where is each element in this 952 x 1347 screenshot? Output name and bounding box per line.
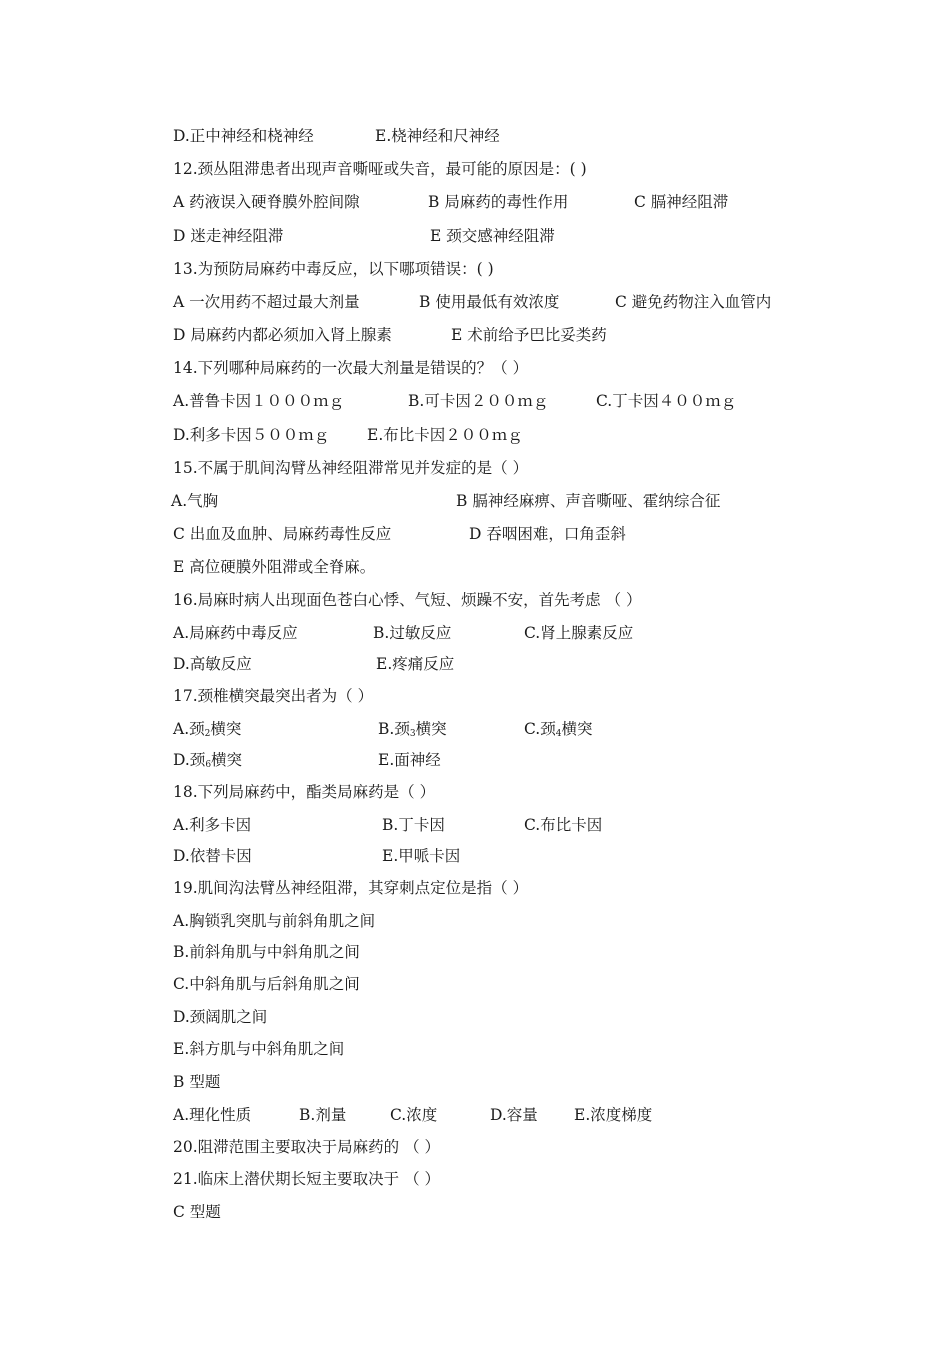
text-line-4-0: 13.为预防局麻药中毒反应，以下哪项错误：( ) (173, 260, 494, 278)
text-line-25-0: B.前斜角肌与中斜角肌之间 (173, 943, 360, 961)
text-line-6-1: E 术前给予巴比妥类药 (451, 326, 607, 344)
text-line-7-0: 14.下列哪种局麻药的一次最大剂量是错误的？（ ） (173, 359, 529, 377)
text-line-20-0: 18.下列局麻药中，酯类局麻药是（ ） (173, 783, 436, 801)
text-part: B.颈 (378, 720, 410, 738)
text-line-31-0: 20.阻滞范围主要取决于局麻药的 （ ） (173, 1138, 441, 1156)
text-line-11-0: A.气胸 (171, 492, 219, 510)
text-part: D.颈 (173, 751, 206, 769)
text-line-26-0: C.中斜角肌与后斜角肌之间 (173, 975, 360, 993)
text-line-16-0: D.高敏反应 (173, 655, 252, 673)
text-line-18-2 (524, 719, 592, 744)
text-line-6-0: D 局麻药内都必须加入肾上腺素 (173, 326, 392, 344)
text-line-15-2: C.肾上腺素反应 (524, 624, 634, 642)
text-line-12-1: D 吞咽困难，口角歪斜 (469, 525, 626, 543)
text-line-9-0: D.利多卡因５００ｍｇ (173, 426, 330, 444)
text-line-16-1: E.疼痛反应 (376, 655, 455, 673)
text-line-27-0: D.颈阔肌之间 (173, 1008, 268, 1026)
text-line-0-0: D.正中神经和桡神经 (173, 127, 314, 145)
text-line-30-3: D.容量 (490, 1106, 538, 1124)
text-line-21-0: A.利多卡因 (173, 816, 252, 834)
text-line-15-1: B.过敏反应 (373, 624, 452, 642)
text-line-15-0: A.局麻药中毒反应 (173, 624, 298, 642)
text-line-33-0: C 型题 (173, 1203, 221, 1221)
text-line-28-0: E.斜方肌与中斜角肌之间 (173, 1040, 345, 1058)
text-line-30-0: A.理化性质 (173, 1106, 252, 1124)
subscript-number: 6 (205, 760, 212, 770)
text-line-19-0 (173, 750, 242, 775)
text-line-5-0: A 一次用药不超过最大剂量 (173, 293, 360, 311)
text-line-18-0 (173, 719, 241, 744)
text-part: 横突 (210, 720, 242, 738)
text-line-0-1: E.桡神经和尺神经 (375, 127, 500, 145)
text-line-8-1: B.可卡因２００ｍｇ (408, 392, 549, 410)
text-line-2-1: B 局麻药的毒性作用 (428, 193, 569, 211)
text-part: C.颈 (524, 720, 556, 738)
text-line-8-2: C.丁卡因４００ｍｇ (596, 392, 737, 410)
text-line-13-0: E 高位硬膜外阻滞或全脊麻。 (173, 558, 376, 576)
text-line-30-1: B.剂量 (299, 1106, 347, 1124)
text-line-3-0: D 迷走神经阻滞 (173, 227, 284, 245)
text-part: 横突 (561, 720, 593, 738)
text-line-12-0: C 出血及血肿、局麻药毒性反应 (173, 525, 392, 543)
text-line-10-0: 15.不属于肌间沟臂丛神经阻滞常见并发症的是（ ） (173, 459, 529, 477)
text-line-30-4: E.浓度梯度 (574, 1106, 653, 1124)
text-line-8-0: A.普鲁卡因１０００ｍｇ (173, 392, 345, 410)
text-line-23-0: 19.肌间沟法臂丛神经阻滞，其穿刺点定位是指（ ） (173, 879, 529, 897)
text-line-17-0: 17.颈椎横突最突出者为（ ） (173, 687, 374, 705)
text-line-19-1: E.面神经 (378, 751, 441, 769)
text-part: A.颈 (173, 720, 205, 738)
text-line-22-1: E.甲哌卡因 (382, 847, 461, 865)
text-line-1-0: 12.颈丛阻滞患者出现声音嘶哑或失音，最可能的原因是：( ) (173, 160, 587, 178)
text-line-30-2: C.浓度 (390, 1106, 438, 1124)
text-line-2-2: C 膈神经阻滞 (634, 193, 729, 211)
subscript-number: 2 (204, 729, 211, 739)
text-line-29-0: B 型题 (173, 1073, 221, 1091)
text-line-14-0: 16.局麻时病人出现面色苍白心悸、气短、烦躁不安，首先考虑 （ ） (173, 591, 642, 609)
text-line-2-0: A 药液误入硬脊膜外腔间隙 (173, 193, 360, 211)
text-line-22-0: D.依替卡因 (173, 847, 252, 865)
text-line-9-1: E.布比卡因２００ｍｇ (367, 426, 523, 444)
text-line-32-0: 21.临床上潜伏期长短主要取决于 （ ） (173, 1170, 441, 1188)
text-line-21-1: B.丁卡因 (382, 816, 445, 834)
text-part: 横突 (415, 720, 447, 738)
text-line-5-1: B 使用最低有效浓度 (419, 293, 560, 311)
subscript-number: 3 (409, 729, 416, 739)
text-line-21-2: C.布比卡因 (524, 816, 603, 834)
text-line-24-0: A.胸锁乳突肌与前斜角肌之间 (173, 912, 376, 930)
text-part: 横突 (211, 751, 243, 769)
text-line-18-1 (378, 719, 447, 744)
text-line-3-1: E 颈交感神经阻滞 (430, 227, 555, 245)
text-line-5-2: C 避免药物注入血管内 (615, 293, 772, 311)
text-line-11-1: B 膈神经麻痹、声音嘶哑、霍纳综合征 (456, 492, 721, 510)
subscript-number: 4 (555, 729, 562, 739)
